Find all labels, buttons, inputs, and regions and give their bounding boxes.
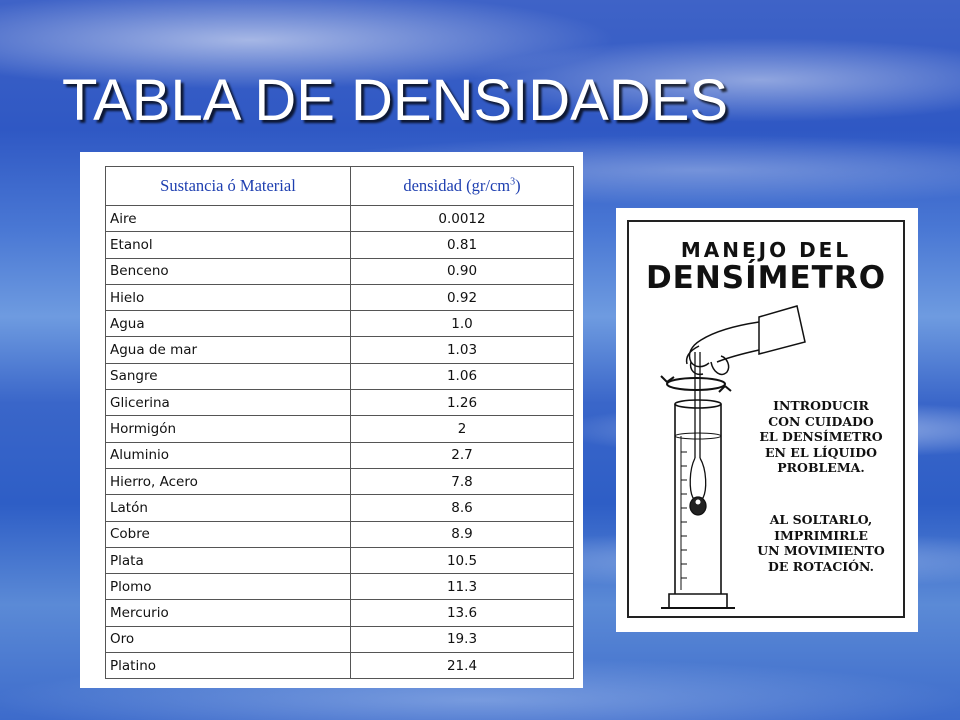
hand-icon — [687, 306, 805, 374]
substance-cell: Latón — [106, 495, 351, 521]
table-row — [106, 600, 574, 626]
table-row — [106, 206, 574, 232]
substance-cell: Agua de mar — [106, 337, 351, 363]
density-cell: 1.0 — [351, 311, 574, 337]
header-density-exponent: 3 — [510, 176, 516, 188]
hydrometer-poster — [616, 208, 918, 632]
table-row — [106, 311, 574, 337]
table-row — [106, 416, 574, 442]
table-row — [106, 258, 574, 284]
instruction-2-line: UN MOVIMIENTO — [757, 543, 885, 558]
table-row — [106, 626, 574, 652]
density-cell: 2.7 — [351, 442, 574, 468]
substance-cell: Cobre — [106, 521, 351, 547]
table-row — [106, 653, 574, 679]
density-cell: 0.0012 — [351, 206, 574, 232]
instruction-2-line: IMPRIMIRLE — [774, 527, 868, 543]
table-row — [106, 363, 574, 389]
substance-cell: Hierro, Acero — [106, 468, 351, 494]
instruction-2-line: AL SOLTARLO, — [769, 512, 873, 527]
density-cell: 2 — [351, 416, 574, 442]
density-cell: 1.26 — [351, 390, 574, 416]
poster-title-line2: DENSÍMETRO — [645, 260, 887, 296]
density-cell: 1.06 — [351, 363, 574, 389]
instruction-1-line: INTRODUCIR — [773, 398, 869, 413]
substance-cell: Glicerina — [106, 390, 351, 416]
header-substance: Sustancia ó Material — [106, 167, 351, 206]
header-density-suffix: ) — [515, 176, 521, 195]
substance-cell: Aluminio — [106, 442, 351, 468]
header-density-prefix: densidad (gr/cm — [403, 176, 511, 195]
table-row — [106, 284, 574, 310]
poster-frame — [627, 220, 905, 618]
table-row — [106, 337, 574, 363]
density-cell: 1.03 — [351, 337, 574, 363]
poster-instruction-1 — [751, 398, 891, 476]
density-cell: 0.81 — [351, 232, 574, 258]
substance-cell: Aire — [106, 206, 351, 232]
header-density — [351, 167, 574, 206]
density-cell: 21.4 — [351, 653, 574, 679]
table-body — [106, 206, 574, 679]
substance-cell: Mercurio — [106, 600, 351, 626]
instruction-1-line: PROBLEMA. — [777, 460, 865, 475]
substance-cell: Agua — [106, 311, 351, 337]
table-row — [106, 495, 574, 521]
poster-instruction-2 — [751, 512, 891, 574]
instruction-1-line: EL DENSÍMETRO — [759, 429, 883, 444]
density-cell: 0.92 — [351, 284, 574, 310]
instruction-1-line: CON CUIDADO — [768, 413, 874, 429]
poster-title-line1: MANEJO DEL — [680, 238, 852, 262]
substance-cell: Hielo — [106, 284, 351, 310]
density-cell: 7.8 — [351, 468, 574, 494]
instruction-2-line: DE ROTACIÓN. — [768, 558, 874, 574]
table-row — [106, 574, 574, 600]
density-cell: 11.3 — [351, 574, 574, 600]
substance-cell: Benceno — [106, 258, 351, 284]
substance-cell: Sangre — [106, 363, 351, 389]
density-cell: 8.9 — [351, 521, 574, 547]
density-table — [105, 166, 574, 679]
density-cell: 8.6 — [351, 495, 574, 521]
density-cell: 0.90 — [351, 258, 574, 284]
table-row — [106, 390, 574, 416]
density-cell: 10.5 — [351, 547, 574, 573]
substance-cell: Etanol — [106, 232, 351, 258]
substance-cell: Plata — [106, 547, 351, 573]
table-row — [106, 468, 574, 494]
substance-cell: Plomo — [106, 574, 351, 600]
table-row — [106, 442, 574, 468]
density-table-panel — [80, 152, 583, 688]
table-row — [106, 521, 574, 547]
rotation-arrow-icon — [661, 376, 731, 392]
table-row — [106, 232, 574, 258]
density-cell: 13.6 — [351, 600, 574, 626]
table-header-row — [106, 167, 574, 206]
density-cell: 19.3 — [351, 626, 574, 652]
substance-cell: Oro — [106, 626, 351, 652]
substance-cell: Platino — [106, 653, 351, 679]
slide-title: TABLA DE DENSIDADES — [62, 68, 729, 133]
substance-cell: Hormigón — [106, 416, 351, 442]
instruction-1-line: EN EL LÍQUIDO — [765, 444, 877, 460]
table-row — [106, 547, 574, 573]
